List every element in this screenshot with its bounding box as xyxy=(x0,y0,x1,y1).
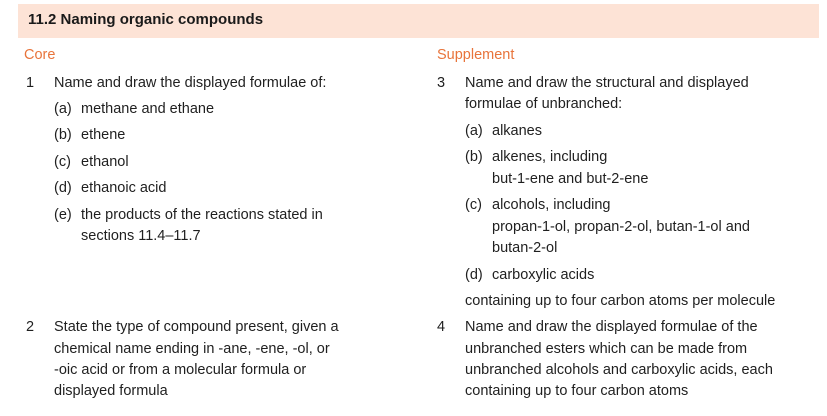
sub-item-d xyxy=(465,265,594,286)
item-text: Name and draw the displayed formulae of: xyxy=(54,75,327,91)
sub-item-text: ethanoic acid xyxy=(81,180,167,196)
core-label: Core xyxy=(24,47,56,63)
sub-item-letter: (a) xyxy=(465,123,483,139)
item-text-line: Name and draw the structural and displayed xyxy=(465,75,749,91)
item-text-line: unbranched esters which can be made from xyxy=(465,341,748,357)
sub-item-e xyxy=(54,205,323,226)
sub-item-text: the products of the reactions stated in xyxy=(81,207,323,223)
sub-item-text: alkanes xyxy=(492,123,542,139)
supplement-label: Supplement xyxy=(437,47,515,63)
item-text-line: -oic acid or from a molecular formula or xyxy=(54,362,307,378)
sub-item-text: ethene xyxy=(81,127,126,143)
sub-item-text: ethanol xyxy=(81,154,129,170)
sub-item-a xyxy=(54,99,214,120)
sub-item-c xyxy=(465,195,611,216)
item-number: 4 xyxy=(437,319,446,335)
sub-item-letter: (a) xyxy=(54,101,72,117)
item-text-line: State the type of compound present, given a xyxy=(54,319,339,335)
sub-item-c xyxy=(54,152,129,173)
sub-item-continuation: but-1-ene and but-2-ene xyxy=(492,171,649,187)
sub-item-continuation: butan-2-ol xyxy=(492,240,558,256)
item-text-line: formulae of unbranched: xyxy=(465,96,623,112)
item-text-line: containing up to four carbon atoms xyxy=(465,383,689,399)
item-footer: containing up to four carbon atoms per molecule xyxy=(465,293,776,309)
sub-item-letter: (c) xyxy=(54,154,71,170)
sub-item-text: carboxylic acids xyxy=(492,267,595,283)
sub-item-text: methane and ethane xyxy=(81,101,215,117)
item-text-line: Name and draw the displayed formulae of the xyxy=(465,319,758,335)
sub-item-b xyxy=(54,125,125,146)
sub-item-letter: (d) xyxy=(54,180,72,196)
sub-item-d xyxy=(54,178,166,199)
item-number: 3 xyxy=(437,75,446,91)
sub-item-letter: (d) xyxy=(465,267,483,283)
sub-item-text: alcohols, including xyxy=(492,197,611,213)
section-header xyxy=(18,4,819,38)
sub-item-continuation: sections 11.4–11.7 xyxy=(81,228,201,244)
item-text-line: chemical name ending in -ane, -ene, -ol, or xyxy=(54,341,330,357)
sub-item-letter: (b) xyxy=(54,127,72,143)
sub-item-continuation: propan-1-ol, propan-2-ol, butan-1-ol and xyxy=(492,219,750,235)
item-number: 2 xyxy=(26,319,35,335)
sub-item-letter: (c) xyxy=(465,197,482,213)
sub-item-letter: (e) xyxy=(54,207,72,223)
sub-item-text: alkenes, including xyxy=(492,149,608,165)
item-text-line: displayed formula xyxy=(54,383,168,399)
item-number: 1 xyxy=(26,75,35,91)
sub-item-letter: (b) xyxy=(465,149,483,165)
section-title: 11.2 Naming organic compounds xyxy=(28,11,264,28)
sub-item-a xyxy=(465,121,542,142)
sub-item-b xyxy=(465,147,607,168)
item-text-line: unbranched alcohols and carboxylic acids, each xyxy=(465,362,773,378)
